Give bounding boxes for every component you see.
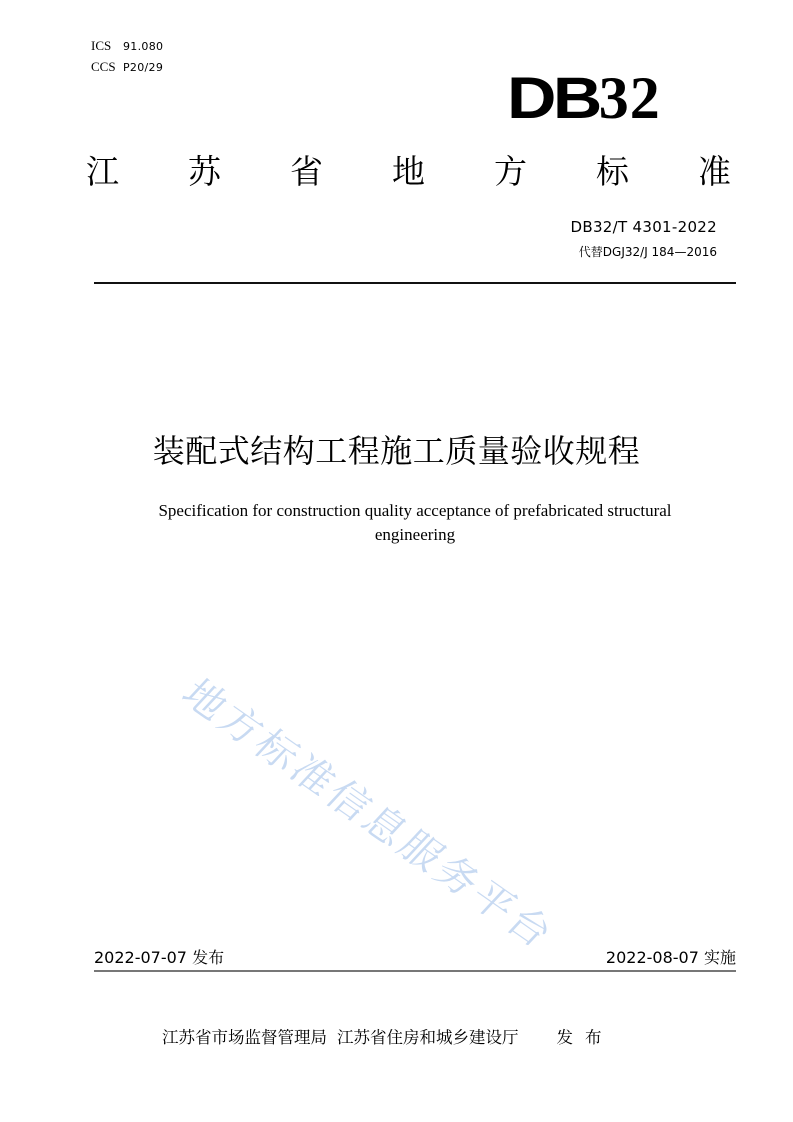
- ccs-code: [91, 60, 163, 75]
- heading-char: 苏: [188, 152, 221, 191]
- issuer-housing-construction: 江苏省住房和城乡建设厅: [337, 1028, 519, 1047]
- implementation-date: 2022-08-07 实施: [605, 948, 736, 967]
- watermark: 地方标准信息服务平台: [172, 671, 565, 958]
- issue-date: 2022-07-07 发布: [94, 948, 225, 967]
- db-logo-letters: DB: [507, 66, 599, 131]
- db-logo-number: 32: [598, 65, 661, 131]
- heading-char: 地: [392, 152, 425, 191]
- db32-logo: [507, 65, 661, 131]
- heading-char: 方: [494, 152, 527, 191]
- issuing-authorities: [162, 1024, 614, 1048]
- heading-char: 标: [596, 152, 629, 191]
- heading-char: 准: [698, 152, 731, 191]
- province-standard-heading: [86, 150, 731, 194]
- heading-char: 江: [86, 152, 119, 191]
- ics-label: ICS: [91, 38, 112, 53]
- ics-value: 91.080: [123, 40, 164, 53]
- document-title-english: Specification for construction quality acceptance of prefabricated structural engineering: [158, 501, 672, 544]
- ccs-value: P20/29: [123, 61, 164, 74]
- replaces-standard: 代替DGJ32/J 184—2016: [578, 245, 717, 259]
- standard-number: DB32/T 4301-2022: [570, 218, 717, 236]
- footer-divider: [94, 970, 736, 972]
- heading-char: 省: [290, 152, 323, 191]
- document-title-chinese: 装配式结构工程施工质量验收规程: [152, 432, 641, 470]
- ics-code: [91, 39, 163, 54]
- issuer-market-regulation: 江苏省市场监督管理局: [162, 1028, 327, 1047]
- ccs-label: CCS: [91, 59, 116, 74]
- issue-label: 发布: [556, 1028, 614, 1047]
- header-divider: [94, 282, 736, 284]
